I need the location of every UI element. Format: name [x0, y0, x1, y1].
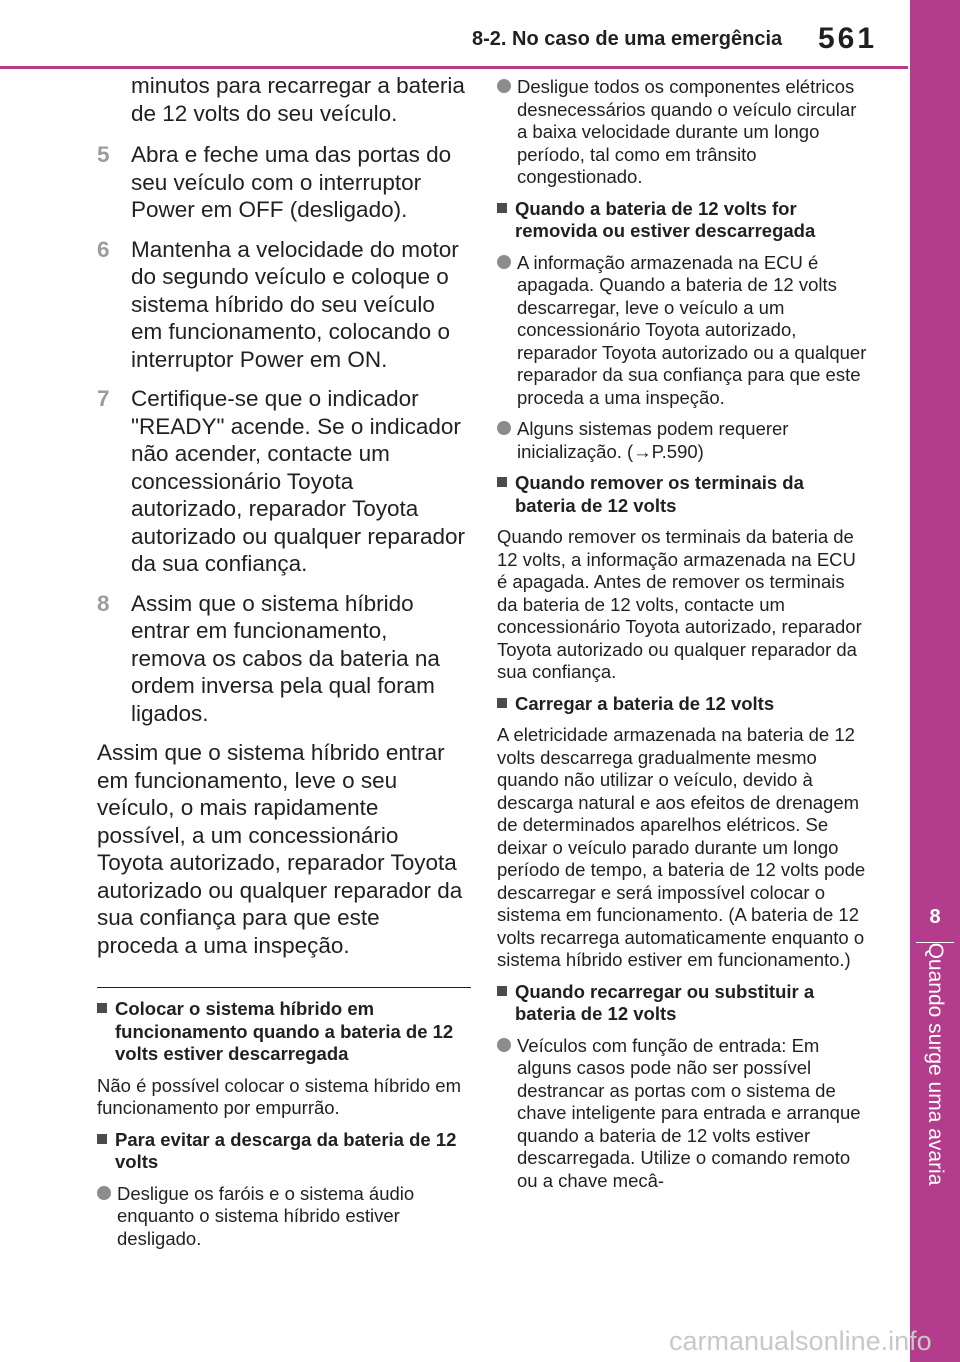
chapter-number: 8	[929, 906, 941, 928]
note-heading	[497, 472, 869, 517]
bullet-text: Alguns sistemas podem requerer inicialização. (→P.590)	[517, 418, 789, 462]
bullet-item	[497, 1035, 869, 1193]
note-text: Quando remover os terminais da bateria de 12 volts, a informação armazenada na ECU é apagada. Antes de remover os terminais da bateria de 12 volts, contacte um concessionário Toyota autorizado, reparador Toyota autorizado ou qualquer reparador da sua confiança.	[497, 526, 862, 682]
right-column	[497, 76, 869, 1201]
square-bullet-icon	[497, 477, 507, 487]
bullet-item	[497, 76, 869, 189]
square-bullet-icon	[97, 1003, 107, 1013]
bullet-item	[97, 1183, 467, 1251]
bullet-text: Desligue todos os componentes elétricos desnecessários quando o veículo circular a baixa velocidade durante um longo período, tal como em trânsito congestionado.	[517, 76, 857, 187]
circle-bullet-icon	[497, 79, 511, 93]
circle-bullet-icon	[497, 1038, 511, 1052]
step-item	[97, 590, 467, 728]
square-bullet-icon	[497, 698, 507, 708]
circle-bullet-icon	[497, 255, 511, 269]
note-heading-text: Quando a bateria de 12 volts for removida ou estiver descarregada	[515, 197, 816, 241]
left-column	[97, 72, 467, 1259]
section-title: 8-2. No caso de uma emergência	[472, 28, 783, 50]
bullet-text: Veículos com função de entrada: Em alguns casos pode não ser possível destrancar as portas com o sistema de chave inteligente para entrada e arranque quando a bateria de 12 volts estiver descarregada. Utilize o comando remoto ou a chave mecâ-	[517, 1034, 861, 1191]
step-text: Certifique-se que o indicador "READY" acende. Se o indicador não acender, contacte um concessionário Toyota autorizado, reparador Toyota autorizado ou qualquer reparador da sua confiança.	[131, 386, 465, 576]
note-heading	[497, 981, 869, 1026]
section-separator	[97, 987, 471, 988]
square-bullet-icon	[497, 203, 507, 213]
note-heading-text: Colocar o sistema híbrido em funcionamento quando a bateria de 12 volts estiver descarregada	[115, 998, 454, 1064]
step-number: 7	[97, 386, 110, 411]
step-item	[97, 385, 467, 578]
bullet-item	[497, 252, 869, 410]
step-item	[97, 141, 467, 224]
note-heading-text: Quando remover os terminais da bateria de 12 volts	[515, 472, 804, 516]
chapter-title: Quando surge uma avaria	[924, 942, 947, 1186]
circle-bullet-icon	[497, 421, 511, 435]
square-bullet-icon	[497, 986, 507, 996]
step-text: Abra e feche uma das portas do seu veículo com o interruptor Power em OFF (desligado).	[131, 142, 452, 222]
note-heading	[97, 998, 467, 1066]
note-text: A eletricidade armazenada na bateria de 12 volts descarrega gradualmente mesmo quando não utilizar o veículo, devido à descarga natural e aos efeitos de drenagem de determinados aparelhos elétricos. Se deixar o veículo parado durante um longo período de tempo, a bateria de 12 volts pode descarregar e será impossível colocar o sistema em funcionamento. (A bateria de 12 volts recarrega automaticamente enquanto o sistema híbrido estiver em funcionamento.)	[497, 724, 866, 970]
header-rule	[0, 66, 908, 69]
note-text: Não é possível colocar o sistema híbrido em funcionamento por empurrão.	[97, 1074, 462, 1118]
circle-bullet-icon	[97, 1186, 111, 1200]
step-number: 6	[97, 236, 110, 262]
note-heading-text: Carregar a bateria de 12 volts	[515, 692, 775, 714]
square-bullet-icon	[97, 1134, 107, 1144]
step-text: Mantenha a velocidade do motor do segundo veículo e coloque o sistema híbrido do seu veículo em funcionamento, colocando o interruptor Power em ON.	[131, 236, 459, 372]
bullet-text: A informação armazenada na ECU é apagada. Quando a bateria de 12 volts descarregar, leve o veículo a um concessionário Toyota autorizado, reparador Toyota autorizado ou a qualquer reparador da sua confiança para que este proceda a uma inspeção.	[517, 251, 867, 408]
step-number: 5	[97, 142, 110, 167]
step-number: 8	[97, 590, 110, 616]
bullet-text: Desligue os faróis e o sistema áudio enquanto o sistema híbrido estiver desligado.	[117, 1182, 415, 1249]
step-text: Assim que o sistema híbrido entrar em funcionamento, remova os cabos da bateria na ordem inversa pela qual foram ligados.	[131, 590, 440, 726]
chapter-side-tab	[910, 0, 960, 1362]
continued-text: minutos para recarregar a bateria de 12 volts do seu veículo.	[131, 73, 465, 126]
note-heading-text: Quando recarregar ou substituir a bateria de 12 volts	[515, 980, 815, 1024]
page-number: 561	[818, 22, 878, 55]
note-heading-text: Para evitar a descarga da bateria de 12 volts	[115, 1128, 457, 1172]
note-heading	[497, 693, 869, 716]
step-item	[97, 236, 467, 374]
bullet-item	[497, 418, 869, 463]
note-heading	[97, 1129, 467, 1174]
body-paragraph: Assim que o sistema híbrido entrar em funcionamento, leve o seu veículo, o mais rapidamente possível, a um concessionário Toyota autorizado, reparador Toyota autorizado ou qualquer reparador da sua confiança para que este proceda a uma inspeção.	[97, 740, 463, 958]
note-heading	[497, 198, 869, 243]
watermark: carmanualsonline.info	[669, 1326, 932, 1356]
